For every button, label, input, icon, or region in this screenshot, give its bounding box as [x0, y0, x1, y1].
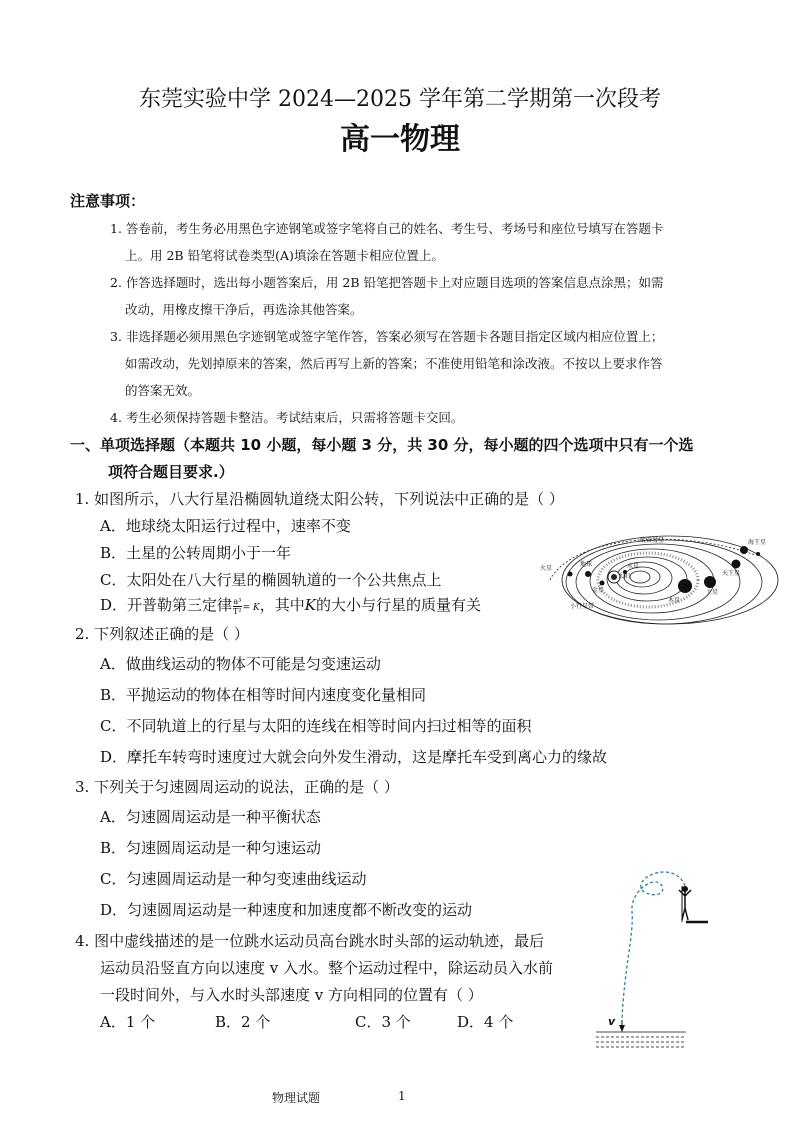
kepler-formula-rhs: = K — [242, 603, 260, 613]
label-neptune: 海王星 — [748, 539, 767, 546]
footer-label: 物理试题 — [272, 1091, 321, 1105]
notice-item-2-line-2: 改动，用橡皮擦干净后，再选涂其他答案。 — [125, 302, 363, 317]
sun-core-icon — [611, 574, 617, 580]
question-1-option-c: C．太阳处在八大行星的椭圆轨道的一个公共焦点上 — [100, 571, 442, 589]
question-2-option-b: B．平抛运动的物体在相等时间内速度变化量相同 — [100, 686, 427, 704]
question-2-option-c: C．不同轨道上的行星与太阳的连线在相等时间内扫过相等的面积 — [100, 717, 532, 735]
saturn-icon — [704, 576, 716, 588]
jupiter-icon — [678, 579, 692, 593]
water-surface — [596, 1032, 686, 1047]
notice-item-1-line-1: 1. 答卷前，考生务必用黑色字迹钢笔或签字笔将自己的姓名、考生号、考场号和座位号填写在答题卡 — [110, 221, 664, 236]
question-1-option-b: B．土星的公转周期小于一年 — [100, 544, 292, 562]
question-3-stem: 3. 下列关于匀速圆周运动的说法，正确的是（ ） — [75, 778, 399, 796]
label-asteroid-belt: 小行星带 — [570, 603, 595, 610]
mars-icon — [568, 572, 573, 577]
diver-head-icon — [682, 886, 688, 892]
question-2-stem: 2. 下列叙述正确的是（ ） — [75, 625, 249, 643]
question-2-option-d: D．摩托车转弯时速度过大就会向外发生滑动，这是摩托车受到离心力的缘故 — [100, 748, 608, 766]
question-3-option-c: C．匀速圆周运动是一种匀变速曲线运动 — [100, 870, 367, 888]
notice-heading: 注意事项： — [70, 192, 146, 210]
velocity-arrowhead-icon — [619, 1025, 625, 1032]
label-mercury: 水星 — [627, 563, 640, 570]
earth-icon — [585, 571, 591, 577]
question-4-stem-line-2: 运动员沿竖直方向以速度 v 入水。整个运动过程中，除运动员入水前 — [100, 959, 554, 977]
label-earth: 地球 — [580, 561, 593, 568]
label-uranus: 天王星 — [722, 570, 741, 577]
label-comet: 哈雷彗星 — [640, 537, 665, 544]
notice-item-4-line-1: 4. 考生必须保持答题卡整洁。考试结束后，只需将答题卡交回。 — [110, 410, 464, 425]
notice-item-3-line-3: 的答案无效。 — [125, 383, 201, 398]
venus-icon — [600, 581, 605, 586]
exam-title: 东莞实验中学 2024—2025 学年第二学期第一次段考 — [139, 87, 661, 112]
question-4-stem-line-3: 一段时间外，与入水时头部速度 v 方向相同的位置有（ ） — [100, 986, 483, 1004]
question-1-option-d-prefix: D．开普勒第三定律 — [100, 596, 233, 614]
diver-icon — [679, 890, 691, 920]
subject-title: 高一物理 — [340, 122, 460, 157]
section-heading-line-2: 项符合题目要求.） — [108, 463, 234, 481]
notice-item-3-line-1: 3. 非选择题必须用黑色字迹钢笔或签字笔作答，答案必须写在答题卡各题目指定区域内相应位置上； — [110, 329, 664, 344]
question-3-option-d: D．匀速圆周运动是一种速度和加速度都不断改变的运动 — [100, 901, 473, 919]
question-4-option-c: C．3 个 — [355, 1013, 411, 1031]
notice-item-1-line-2: 上。用 2B 铅笔将试卷类型(A)填涂在答题卡相应位置上。 — [125, 248, 444, 263]
notice-item-3-line-2: 如需改动，先划掉原来的答案，然后再写上新的答案；不准使用铅笔和涂改液。不按以上要求作答 — [125, 356, 663, 371]
question-4-option-d: D．4 个 — [457, 1013, 514, 1031]
question-1-stem: 1. 如图所示，八大行星沿椭圆轨道绕太阳公转，下列说法中正确的是（ ） — [75, 490, 564, 508]
kepler-formula-numerator: a³ — [233, 596, 242, 606]
question-4-option-b: B．2 个 — [215, 1013, 271, 1031]
question-3-option-a: A．匀速圆周运动是一种平衡状态 — [100, 808, 321, 826]
label-saturn: 土星 — [706, 589, 719, 596]
notice-item-2-line-1: 2. 作答选择题时，选出每小题答案后，用 2B 铅笔把答题卡上对应题目选项的答案信息点涂黑；如需 — [110, 275, 664, 290]
page-number: 1 — [398, 1089, 406, 1103]
uranus-icon — [732, 560, 741, 569]
head-trajectory — [622, 872, 685, 1020]
question-3-option-b: B．匀速圆周运动是一种匀速运动 — [100, 839, 322, 857]
label-sun: 太阳 — [618, 573, 631, 580]
question-1-option-d — [100, 594, 481, 616]
solar-system-figure — [530, 520, 780, 628]
question-1-option-d-variable: K — [304, 596, 316, 614]
question-1-option-d-middle: ，其中 — [259, 596, 305, 614]
kepler-formula — [233, 597, 242, 616]
label-jupiter: 木星 — [668, 597, 681, 604]
kepler-formula-denominator: T² — [233, 606, 242, 616]
question-1-option-d-suffix: 的大小与行星的质量有关 — [315, 596, 481, 614]
question-1-option-a: A．地球绕太阳运行过程中，速率不变 — [100, 517, 351, 535]
comet-icon — [756, 552, 760, 556]
diver-trajectory-figure — [590, 860, 730, 1060]
question-2-option-a: A．做曲线运动的物体不可能是匀变速运动 — [100, 655, 381, 673]
neptune-icon — [740, 546, 748, 554]
question-4-option-a: A．1 个 — [100, 1013, 156, 1031]
label-mars: 火星 — [540, 565, 553, 572]
question-4-stem-line-1: 4. 图中虚线描述的是一位跳水运动员高台跳水时头部的运动轨迹，最后 — [75, 932, 545, 950]
section-heading-line-1: 一、单项选择题（本题共 10 小题，每小题 3 分，共 30 分，每小题的四个选项中只有一个选 — [70, 436, 694, 454]
label-venus: 金星 — [592, 587, 605, 594]
velocity-label: v — [608, 1015, 616, 1028]
